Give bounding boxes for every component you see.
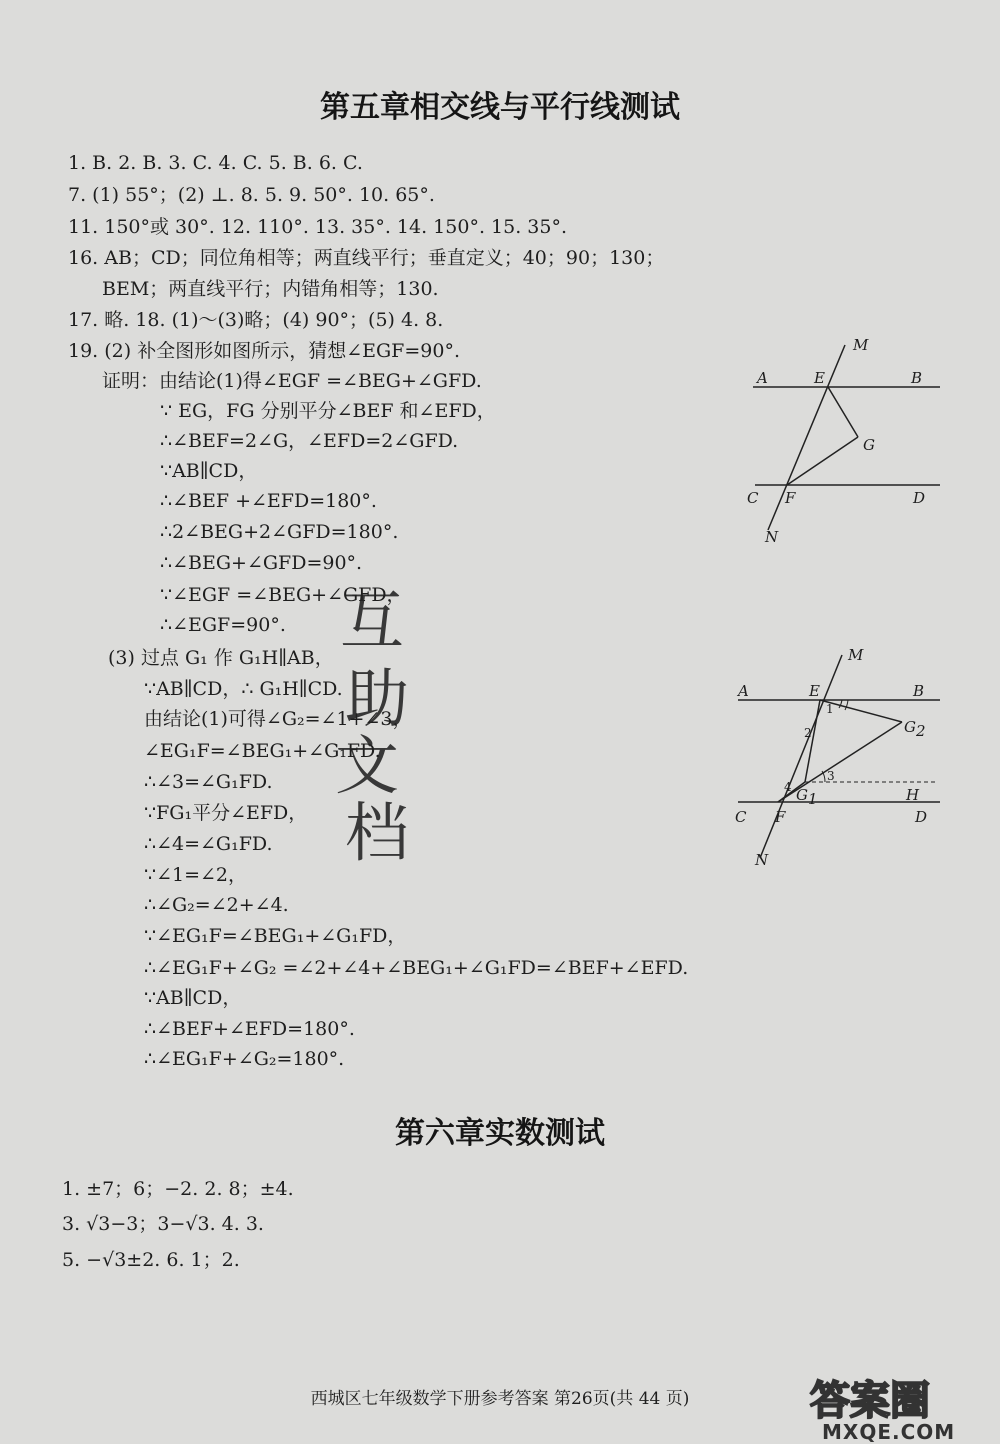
proof-line: 证明：由结论(1)得∠EGF =∠BEG+∠GFD. (102, 370, 482, 392)
section-title-chapter5: 第五章相交线与平行线测试 (320, 90, 680, 125)
answer-line: 11. 150°或 30°. 12. 110°. 13. 35°. 14. 150°. 15. 35°. (68, 216, 568, 238)
line-mn (768, 345, 845, 530)
geometry-figure-1 (735, 330, 985, 550)
line-mn (760, 655, 842, 858)
label-c: C (735, 808, 747, 826)
label-b: B (913, 682, 925, 700)
proof-line: ∵∠EGF =∠BEG+∠GFD， (160, 584, 406, 606)
handwriting-char: 文 (335, 730, 399, 804)
proof-line: ∵AB∥CD， (144, 987, 242, 1009)
answer-line: 3. √3−3；3−√3. 4. 3. (62, 1213, 264, 1235)
label-d: D (915, 808, 928, 826)
proof-line: 由结论(1)可得∠G₂=∠1+∠3， (144, 708, 412, 730)
label-g2: G2 (904, 718, 926, 740)
label-m: M (853, 336, 869, 354)
proof-line: ∴∠BEF=2∠G，∠EFD=2∠GFD. (160, 430, 459, 452)
proof-line: ∴2∠BEG+2∠GFD=180°. (160, 521, 399, 543)
angle-label-1: 1 (826, 702, 834, 716)
proof-line: ∴∠EG₁F+∠G₂ =∠2+∠4+∠BEG₁+∠G₁FD=∠BEF+∠EFD. (144, 957, 689, 979)
label-e: E (814, 369, 825, 387)
proof-line: ∵∠EG₁F=∠BEG₁+∠G₁FD， (144, 925, 407, 947)
label-c: C (747, 489, 759, 507)
angle-mark-1b (845, 700, 848, 710)
label-n: N (765, 528, 779, 546)
segment-fg (787, 437, 858, 485)
proof-line: ∴∠4=∠G₁FD. (144, 833, 273, 855)
label-g: G (863, 436, 875, 454)
proof-line: (3) 过点 G₁ 作 G₁H∥AB， (108, 647, 334, 669)
answer-line: 17. 略. 18. (1)～(3)略；(4) 90°；(5) 4. 8. (68, 309, 444, 331)
proof-line: ∴∠EG₁F+∠G₂=180°. (144, 1048, 345, 1070)
label-d: D (913, 489, 926, 507)
proof-line: ∵AB∥CD，∴ G₁H∥CD. (144, 678, 343, 700)
proof-line: ∵FG₁平分∠EFD， (144, 802, 308, 824)
segment-eg (828, 387, 858, 437)
answer-line: 1. ±7；6；−2. 2. 8；±4. (62, 1178, 294, 1200)
watermark-domain: MXQE.COM (822, 1420, 956, 1444)
geometry-figure-2 (730, 640, 985, 875)
proof-line: ∴∠G₂=∠2+∠4. (144, 894, 289, 916)
section-title-chapter6: 第六章实数测试 (395, 1116, 605, 1151)
label-b: B (911, 369, 923, 387)
label-g1: G1 (796, 786, 818, 808)
label-a: A (738, 682, 749, 700)
label-f: F (785, 489, 796, 507)
proof-line: ∠EG₁F=∠BEG₁+∠G₁FD. (144, 740, 381, 762)
proof-line: ∴∠BEF+∠EFD=180°. (144, 1018, 355, 1040)
handwriting-char: 互 (340, 585, 404, 659)
label-e: E (809, 682, 820, 700)
answer-line: 16. AB；CD；同位角相等；两直线平行；垂直定义；40；90；130； (68, 247, 665, 269)
answer-line: 19. (2) 补全图形如图所示，猜想∠EGF=90°. (68, 340, 460, 362)
handwriting-char: 助 (345, 663, 409, 737)
handwriting-char: 档 (345, 797, 409, 871)
label-f: F (775, 808, 786, 826)
proof-line: ∴∠BEG+∠GFD=90°. (160, 552, 363, 574)
answer-line: 7. (1) 55°；(2) ⊥. 8. 5. 9. 50°. 10. 65°. (68, 184, 435, 206)
proof-line: ∴∠3=∠G₁FD. (144, 771, 273, 793)
proof-line: ∴∠BEF +∠EFD=180°. (160, 490, 377, 512)
proof-line: ∵ EG，FG 分别平分∠BEF 和∠EFD， (160, 400, 496, 422)
proof-line: ∵∠1=∠2， (144, 864, 248, 886)
label-n: N (755, 851, 769, 869)
answer-line: 1. B. 2. B. 3. C. 4. C. 5. B. 6. C. (68, 152, 363, 174)
page-footer: 西城区七年级数学下册参考答案 第26页(共 44 页) (310, 1389, 690, 1409)
proof-line: ∴∠EGF=90°. (160, 614, 286, 636)
angle-label-4: 4 (784, 780, 792, 794)
angle-mark-1 (839, 700, 842, 708)
answer-line: 5. −√3±2. 6. 1；2. (62, 1249, 240, 1271)
angle-label-2: 2 (804, 726, 812, 740)
proof-line: ∵AB∥CD， (160, 460, 258, 482)
answer-line: BEM；两直线平行；内错角相等；130. (102, 278, 439, 300)
watermark-logo-text: 答案圈 (810, 1378, 930, 1424)
label-m: M (848, 646, 864, 664)
angle-label-3: 3 (827, 769, 835, 783)
label-a: A (757, 369, 768, 387)
label-h: H (906, 786, 920, 804)
